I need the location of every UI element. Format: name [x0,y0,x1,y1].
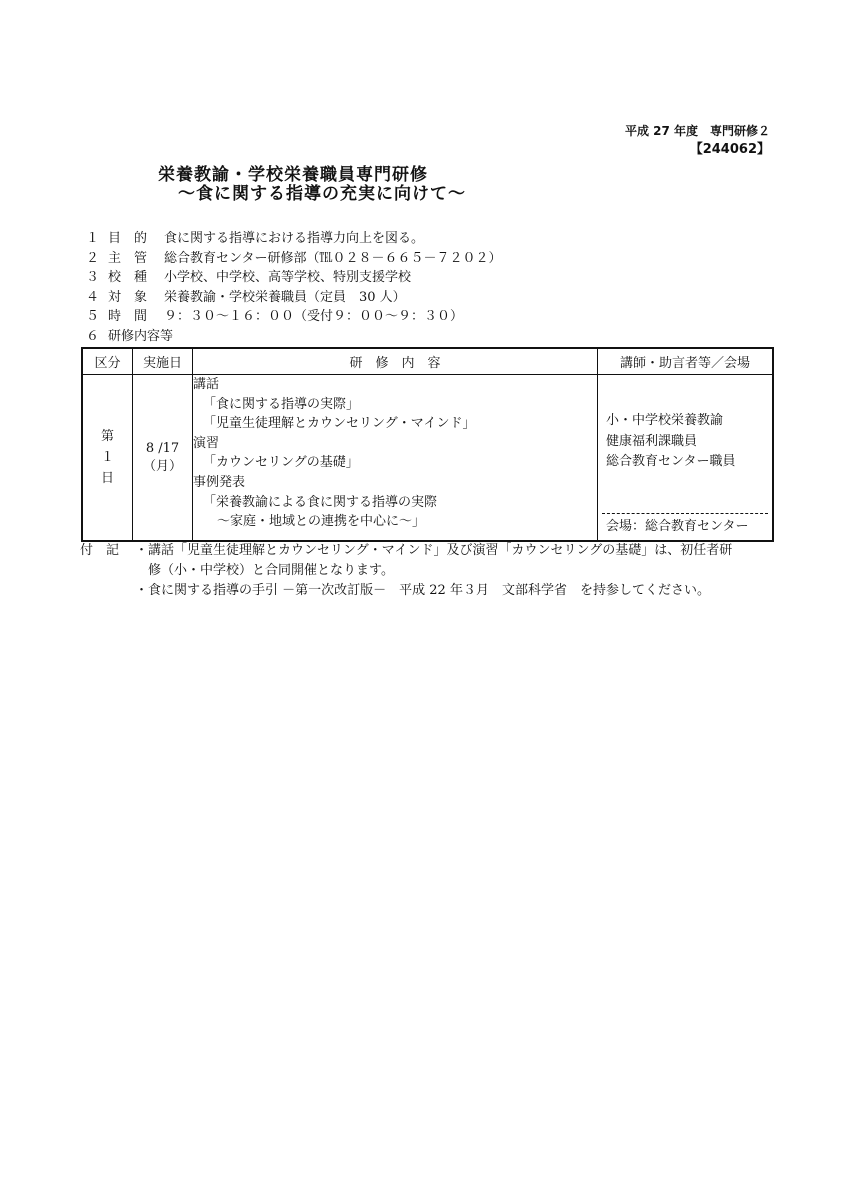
course-code: 【244062】 [689,142,770,157]
fiscal-year-label: 平成 27 年度 専門研修２ [624,124,770,138]
content-topic: 「栄養教諭による食に関する指導の実際 [203,494,438,510]
date-value: 8 /17 [145,440,180,456]
table-header-row [82,348,773,375]
content-topic-continued: ～家庭・地域との連携を中心に～」 [217,514,426,530]
note-line: 修（小・中学校）と合同開催となります。 [135,563,394,578]
item-number: ４ [86,289,100,305]
item-label: 主 管 [108,250,148,266]
course-info-list [86,229,501,347]
weekday-value: （月） [142,458,182,474]
content-category: 講話 [193,377,220,392]
division-char: 日 [100,471,114,486]
notes-section [80,541,780,601]
division-char: １ [100,450,114,465]
item-value: 小学校、中学校、高等学校、特別支援学校 [164,270,412,286]
header-date: 実施日 [133,348,193,375]
item-label: 対 象 [108,289,148,305]
notes-label: 付 記 [80,543,120,558]
item-label: 時 間 [108,309,148,325]
content-topic: 「児童生徒理解とカウンセリング・マインド」 [203,416,476,432]
item-value: 食に関する指導における指導力向上を図る。 [164,231,425,246]
page-subtitle: ～食に関する指導の充実に向けて～ [178,184,466,204]
table-row [82,375,773,542]
page-title: 栄養教諭・学校栄養職員専門研修 [158,165,428,185]
content-cell [193,375,598,542]
content-topic: 「食に関する指導の実際」 [203,396,360,412]
instructor-list [598,375,772,473]
item-label: 研修内容等 [108,328,174,344]
instructor: 健康福利課職員 [606,433,698,449]
header-content: 研 修 内 容 [193,348,598,375]
item-number: ６ [86,328,100,344]
venue: 会場：総合教育センター [602,513,768,540]
item-number: ３ [86,270,100,286]
info-item-target [86,288,501,308]
item-number: ２ [86,250,100,266]
header-instructors: 講師・助言者等／会場 [598,348,774,375]
info-item-purpose [86,229,501,249]
item-number: ５ [86,309,100,325]
note-line: ・講話「児童生徒理解とカウンセリング・マインド」及び演習「カウンセリングの基礎」は、初任者研 [135,543,733,558]
division-char: 第 [100,429,114,444]
date-cell [133,375,193,542]
info-item-school-type [86,268,501,288]
division-cell [82,375,133,542]
instructor: 総合教育センター職員 [606,454,736,469]
header-division: 区分 [82,348,133,375]
item-value: 栄養教諭・学校栄養職員（定員 30 人） [164,289,406,305]
item-value: ９：３０～１６：００（受付９：００～９：３０） [164,309,464,325]
instructor: 小・中学校栄養教諭 [606,413,724,428]
item-number: １ [86,231,100,246]
info-item-time [86,307,501,327]
info-item-organizer [86,249,501,269]
content-topic: 「カウンセリングの基礎」 [203,455,359,471]
content-category: 演習 [193,435,220,451]
info-item-contents [86,327,501,347]
item-label: 校 種 [108,270,148,286]
note-line: ・食に関する指導の手引 －第一次改訂版－ 平成 22 年３月 文部科学省 を持参してください。 [135,583,710,598]
item-value: 総合教育センター研修部（℡０２８－６６５－７２０２） [164,250,502,266]
item-label: 目 的 [108,231,148,246]
instructors-cell [598,375,774,542]
schedule-table [81,347,774,542]
content-category: 事例発表 [193,474,246,490]
